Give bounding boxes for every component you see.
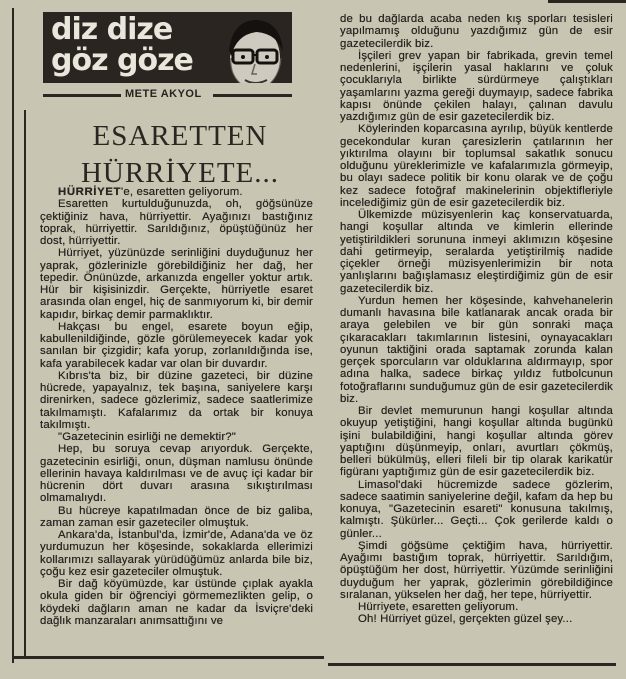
right-column-bottom-rule — [328, 663, 616, 666]
article-paragraph: Hep, bu soruya cevap arıyorduk. Gerçekte, gazetecinin esirliği, onun, düşman namlusu önünde ellerinin havaya kaldırılması ve de avuç içi kadar bir hücrenin dört duvarı arasına sıkıştırılması olmamalıydı. — [40, 443, 313, 505]
outer-border-left — [12, 8, 14, 663]
article-paragraph: Bir dağ köyümüzde, kar üstünde çıplak ayakla okula giden bir öğrenciyi görmemezlikten gelip, o köydeki dağların aman ne kadar da İsviçre'deki dağlık manzaraları anımsattığını ve — [40, 578, 313, 627]
article-paragraph: Hürriyete, esaretten geliyorum. — [358, 601, 519, 613]
article-paragraph: Hakçası bu engel, esarete boyun eğip, kabullenildiğinde, gözle görülemeyecek kadar yok sanılan bir çizgidir; kafa yorup, zorlanıldığında ise, kafa yarabilecek kadar var olan bir duvardır. — [40, 320, 313, 370]
article-paragraph: Limasol'daki hücremizde sadece gözlerim, sadece saatimin saniyelerine değil, kafam da hep bu konuya, "Gazetecinin esareti" konusuna takılmış, kalmıştı. Şükürler... Geçti... Çok gerilerde kaldı o günler... — [340, 478, 613, 540]
article-paragraph: "Gazetecinin esirliği ne demektir?" — [58, 431, 236, 443]
column-banner — [43, 12, 292, 83]
article-paragraph: Esaretten kurtulduğunuzda, oh, göğsünüze çektiğiniz hava, hürriyettir. Ayağınızı bastığınız toprak, hürriyettir. Sarıldığınız, öpüştüğünüz her dost, hürriyettir. — [40, 198, 313, 247]
lead-text: 'e, esaretten geliyorum. — [121, 186, 243, 198]
lead-paragraph — [40, 186, 313, 198]
logo-line-2: göz göze — [51, 43, 193, 78]
article-paragraph: Bu hücreye kapatılmadan önce de biz galiba, zaman zaman esir gazeteciler olmuştuk. — [40, 504, 313, 529]
author-portrait — [215, 12, 290, 83]
article-paragraph: Ankara'da, İstanbul'da, İzmir'de, Adana'da ve öz yurdumuzun her köşesinde, sokaklarda ellerimizi kollarımızı sallayarak yürüdüğümüz anlarda bile biz, çoğu kez esir gazeteciler olmuştuk. — [40, 529, 313, 578]
lead-word: HÜRRİYET — [58, 186, 122, 198]
article-paragraph: Köylerinden koparcasına ayrılıp, büyük kentlerde gecekondular kuran çaresizlerin çatılarının her yıktırılma olayını bir toplumsal sakatlık sonucu olduğunu yüreklerimizle ve kafalarımızla görmeyip, bu olayı sadece politik bir konu olarak ve de çoğu kez sadece fotoğraf makinelerinin objektifleriyle incelediğimiz gün de esir gazetecilerdik biz. — [340, 123, 613, 209]
article-paragraph: Oh! Hürriyet güzel, gerçekten güzel şey... — [358, 613, 573, 626]
continued-paragraph: de bu dağlarda acaba neden kış sporları tesisleri yapılmamış olduğunu yazdığımız gün de esir gazetecilerdik biz. — [340, 13, 613, 50]
byline — [43, 89, 292, 101]
column-logo — [51, 14, 193, 76]
article-box-bottom-rule — [12, 656, 324, 659]
article-paragraph: Ülkemizde müzisyenlerin kaç konservatuarda, hangi koşullar altında ve kimlerin ellerinde yetiştirildikleri sorununa inmeyi aklımızın köşesine dahi getirmeyip, seralarda yetiştirilmiş nadide çiçekler örneği müzisyenlerimizin bir nota yanlışlarını bağışlamasız eleştirdiğimiz gün de esir gazetecilerdik biz. — [340, 209, 613, 295]
article-paragraph: İşçileri grev yapan bir fabrikada, grevin temel nedenlerini, işçilerin yasal haklarını ve çoluk çocuklarıyla birlikte sürdürmeye çalıştıkları yaşamlarını yazma gereği duymayıp, sadece fabrika kapısı önünde çekilen halayı, çalınan davulu yazdığımız gün de esir gazetecilerdik biz. — [340, 49, 613, 123]
top-right-corner-bar — [548, 0, 626, 3]
headline-line-1: ESARETTEN — [92, 120, 268, 152]
headline-line-2: HÜRRİYETE... — [80, 157, 280, 189]
article-paragraph: Yurdun hemen her köşesinde, kahvehanelerin dumanlı havasına bile katlanarak ancak orada bir araya gelebilen ve bir gün sonraki maça çıkaracakları takımlarının listesini, oynayacakları oyunun taktiğini orada saptamak zorunda kalan gerçek sporcuların var olduklarına aldırmayıp, spor adına halka, sadece birkaç yıldız futbolcunun fotoğraflarını sunduğumuz gün de esir gazetecilerdik biz. — [340, 294, 613, 405]
article-box-left-rule — [24, 110, 26, 656]
article-paragraph: Kıbrıs'ta biz, bir düzine gazeteci, bir düzine hücrede, yapayalnız, tek başına, saniyelere karşı direnirken, sadece gözlerimiz, sadece saatlerimize takılmamıştı. Kafalarımız da ortak bir konuya takılmıştı. — [40, 369, 313, 431]
logo-line-1: diz dize — [51, 12, 173, 47]
article-paragraph: Bir devlet memurunun hangi koşullar altında okuyup yetiştiğini, hangi koşullar altında bugünkü işini bulabildiğini, hangi koşullar altında görev yaptığını düşünmeyip, onları, avurtları çökmüş, belleri bükülmüş, elleri fileli bir tip olarak karikatür figüranı yaptığımız gün de esir gazetecilerdik biz. — [340, 405, 613, 479]
left-text-column — [40, 186, 313, 627]
article-paragraph: Şimdi göğsüme çektiğim hava, hürriyettir. Ayağımı bastığım toprak, hürriyettir. Sarıldığım, öpüştüğüm her dost, hürriyettir. Yüzümde serinliğini duyduğum her yaprak, gözlerimin görebildiğince sıralanan, yükselen her dağ, her tepe, hürriyettir. — [340, 539, 613, 601]
article-paragraph: Hürriyet, yüzünüzde serinliğini duyduğunuz her yaprak, gözlerinizle görebildiğiniz her dağ, her tepedir. Önünüzde, arkanızda engeller yoktur artık. Hür bir kişisinizdir. Gerçekte, hürriyetle esaret arasında olan engel, hiç de sanmıyorum ki, bir demir kapıdır, birkaç demir parmaklıktır. — [40, 247, 313, 321]
right-text-column — [340, 13, 613, 626]
author-name: METE AKYOL — [125, 88, 202, 100]
